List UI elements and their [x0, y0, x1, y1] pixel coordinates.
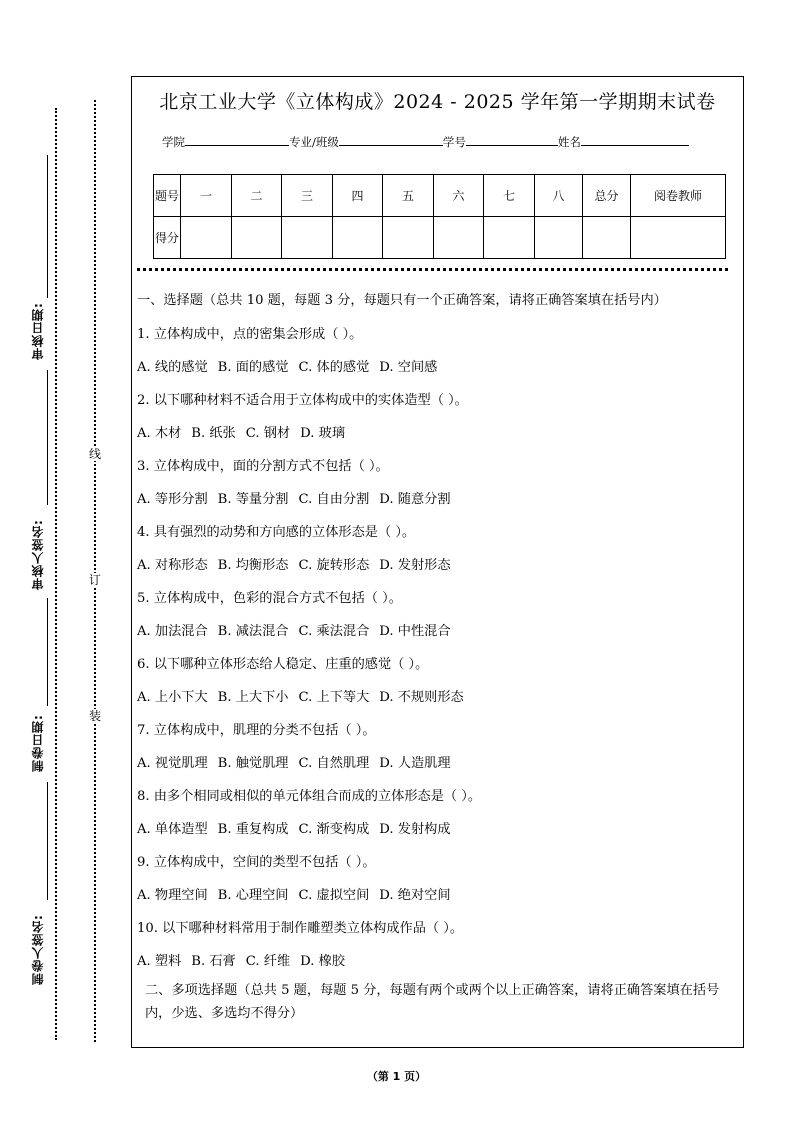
binding-char-mount: 装: [88, 709, 101, 723]
score-cell[interactable]: [383, 217, 434, 259]
score-cell[interactable]: [535, 217, 583, 259]
question-options: [137, 351, 742, 384]
column-3: 三: [282, 175, 333, 217]
option-d: D. 橡胶: [300, 954, 346, 969]
exam-content: [137, 290, 742, 1025]
question-number-header: 题号: [154, 175, 181, 217]
score-cell[interactable]: [232, 217, 282, 259]
section-1-heading: 一、选择题（总共 10 题，每题 3 分，每题只有一个正确答案，请将正确答案填在括号内）: [137, 293, 667, 308]
option-c: C. 自由分割: [298, 492, 370, 507]
option-a: A. 加法混合: [137, 624, 208, 639]
option-c: C. 体的感觉: [298, 360, 370, 375]
student-id-label: 学号: [442, 135, 466, 149]
score-cell[interactable]: [583, 217, 631, 259]
option-a: A. 对称形态: [137, 558, 208, 573]
option-b: B. 触觉肌理: [217, 756, 289, 771]
option-c: C. 乘法混合: [298, 624, 370, 639]
question-text: 3. 立体构成中，面的分割方式不包括（ ）。: [137, 459, 389, 474]
college-label: 学院: [162, 135, 185, 149]
option-c: C. 钢材: [245, 426, 291, 441]
question-text: 2. 以下哪种材料不适合用于立体构成中的实体造型（ ）。: [137, 393, 468, 408]
option-d: D. 随意分割: [379, 492, 451, 507]
option-d: D. 空间感: [379, 360, 438, 375]
option-c: C. 虚拟空间: [298, 888, 370, 903]
question-text: 4. 具有强烈的动势和方向感的立体形态是（ ）。: [137, 525, 416, 540]
score-header: 得分: [154, 217, 181, 259]
question-text: 7. 立体构成中，肌理的分类不包括（ ）。: [137, 723, 376, 738]
page-number: （第 1 页）: [366, 1070, 427, 1083]
question-options: [137, 681, 742, 714]
question-options: [137, 549, 742, 582]
college-field[interactable]: [185, 133, 289, 146]
score-cell[interactable]: [282, 217, 333, 259]
binding-char-bind: 订: [88, 573, 101, 587]
question-text: 1. 立体构成中，点的密集会形成（ ）。: [137, 327, 363, 342]
option-a: A. 视觉肌理: [137, 756, 208, 771]
column-1: 一: [181, 175, 232, 217]
paper-maker-signature-label: 制卷人签名:: [31, 914, 45, 985]
option-b: B. 等量分割: [217, 492, 289, 507]
column-4: 四: [333, 175, 383, 217]
option-a: A. 上小下大: [137, 690, 208, 705]
score-table: [153, 174, 726, 259]
option-c: C. 旋转形态: [298, 558, 370, 573]
binding-dotted-line-outer: [55, 108, 57, 1040]
question-text: 6. 以下哪种立体形态给人稳定、庄重的感觉（ ）。: [137, 657, 429, 672]
reviewer-signature-line: [47, 370, 48, 505]
paper-maker-signature-line: [47, 782, 48, 900]
name-field[interactable]: [581, 133, 689, 146]
question-options: [137, 417, 742, 450]
reviewer-signature-label: 审核人签名:: [31, 519, 45, 590]
major-class-field[interactable]: [339, 133, 443, 146]
exam-title: 北京工业大学《立体构成》2024 - 2025 学年第一学期期末试卷: [159, 91, 716, 113]
option-a: A. 物理空间: [137, 888, 208, 903]
question-options: [137, 813, 742, 846]
score-cell[interactable]: [181, 217, 232, 259]
option-d: D. 发射形态: [379, 558, 451, 573]
column-grader: 阅卷教师: [631, 175, 726, 217]
option-d: D. 发射构成: [379, 822, 451, 837]
option-a: A. 木材: [137, 426, 182, 441]
option-a: A. 塑料: [137, 954, 182, 969]
student-id-field[interactable]: [466, 133, 558, 146]
question-text: 9. 立体构成中，空间的类型不包括（ ）。: [137, 855, 376, 870]
column-7: 七: [484, 175, 535, 217]
option-c: C. 渐变构成: [298, 822, 370, 837]
score-cell[interactable]: [434, 217, 484, 259]
question-text: 5. 立体构成中，色彩的混合方式不包括（ ）。: [137, 591, 402, 606]
option-a: A. 单体造型: [137, 822, 208, 837]
question-options: [137, 747, 742, 780]
paper-date-line: [47, 598, 48, 706]
score-table-header-row: [154, 175, 726, 217]
binding-char-line: 线: [88, 447, 101, 461]
section-2-heading: 二、多项选择题（总共 5 题，每题 5 分，每题有两个或两个以上正确答案，请将正确答案填在括号内，少选、多选均不得分）: [145, 983, 720, 1021]
binding-dotted-line-inner: [94, 100, 96, 1042]
question-options: [137, 615, 742, 648]
question-options: [137, 483, 742, 516]
option-a: A. 等形分割: [137, 492, 208, 507]
column-total: 总分: [583, 175, 631, 217]
question-text: 10. 以下哪种材料常用于制作雕塑类立体构成作品（ ）。: [137, 921, 464, 936]
name-label: 姓名: [557, 135, 581, 149]
score-table-score-row: [154, 217, 726, 259]
option-b: B. 纸张: [191, 426, 236, 441]
option-d: D. 绝对空间: [379, 888, 451, 903]
option-b: B. 石膏: [191, 954, 236, 969]
question-text: 8. 由多个相同或相似的单元体组合而成的立体形态是（ ）。: [137, 789, 482, 804]
option-d: D. 不规则形态: [379, 690, 464, 705]
option-b: B. 心理空间: [217, 888, 289, 903]
option-d: D. 中性混合: [379, 624, 451, 639]
student-info-row: [162, 133, 722, 150]
option-b: B. 减法混合: [217, 624, 289, 639]
major-class-label: 专业/班级: [289, 135, 339, 149]
option-d: D. 玻璃: [300, 426, 346, 441]
score-cell[interactable]: [333, 217, 383, 259]
column-5: 五: [383, 175, 434, 217]
column-2: 二: [232, 175, 282, 217]
option-c: C. 自然肌理: [298, 756, 370, 771]
option-b: B. 面的感觉: [217, 360, 289, 375]
question-list: [137, 318, 742, 978]
option-b: B. 上大下小: [217, 690, 289, 705]
header-separator: [137, 268, 728, 271]
exam-frame: [131, 76, 744, 1048]
score-cell[interactable]: [484, 217, 535, 259]
review-date-label: 审核日期:: [31, 302, 45, 360]
question-options: [137, 945, 742, 978]
option-a: A. 线的感觉: [137, 360, 208, 375]
option-d: D. 人造肌理: [379, 756, 451, 771]
option-c: C. 纤维: [245, 954, 291, 969]
score-cell[interactable]: [631, 217, 726, 259]
column-8: 八: [535, 175, 583, 217]
question-options: [137, 879, 742, 912]
paper-date-label: 制卷日期:: [31, 714, 45, 772]
option-b: B. 重复构成: [217, 822, 289, 837]
review-date-line: [47, 155, 48, 298]
column-6: 六: [434, 175, 484, 217]
option-b: B. 均衡形态: [217, 558, 289, 573]
option-c: C. 上下等大: [298, 690, 370, 705]
